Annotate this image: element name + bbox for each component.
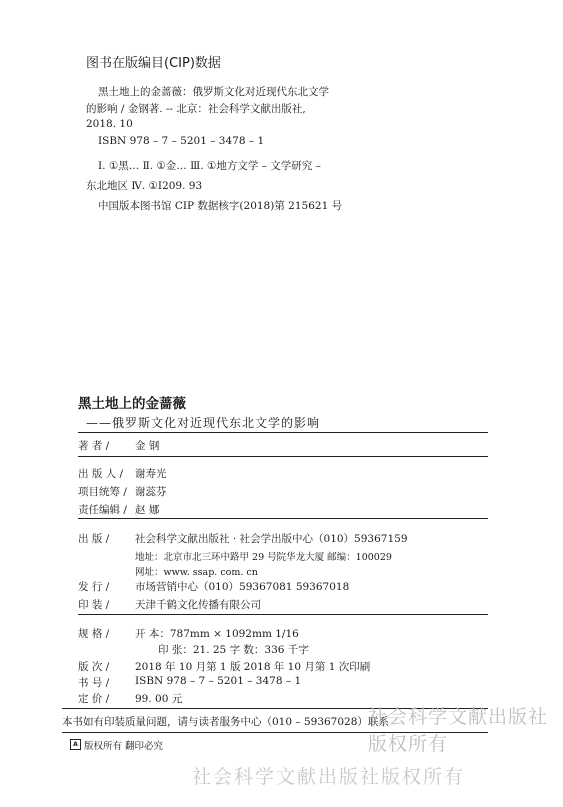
title-rule <box>78 432 488 433</box>
author-label: 著 者 / <box>78 440 110 452</box>
publisher-website: 网址：www. ssap. com. cn <box>135 567 258 578</box>
author-rule <box>78 456 488 457</box>
cip-library-number: 中国版本图书馆 CIP 数据核字(2018)第 215621 号 <box>98 200 343 212</box>
author-name: 金 钢 <box>135 440 160 452</box>
editor-name: 赵 娜 <box>135 504 160 516</box>
isbn-label: 书 号 / <box>78 677 110 689</box>
editor-label: 责任编辑 / <box>78 504 127 516</box>
publisher-address: 地址：北京市北三环中路甲 29 号院华龙大厦 邮编：100029 <box>135 552 392 563</box>
cip-line-1: 黑土地上的金蔷薇：俄罗斯文化对近现代东北文学 <box>98 86 329 98</box>
publisher-value: 社会科学文献出版社 · 社会学出版中心（010）59367159 <box>135 533 408 545</box>
publisher-person-label: 出 版 人 / <box>78 468 124 480</box>
isbn-value: ISBN 978 – 7 – 5201 – 3478 – 1 <box>135 675 302 687</box>
watermark-right: 社会科学文献出版社版权所有 <box>368 706 549 755</box>
cip-classification-2: 东北地区 Ⅳ. ①I209. 93 <box>86 180 203 192</box>
cip-line-2: 的影响 / 金钢著. -- 北京：社会科学文献出版社, <box>86 103 306 115</box>
book-subtitle: ——俄罗斯文化对近现代东北文学的影响 <box>86 416 321 430</box>
book-title: 黑土地上的金蔷薇 <box>78 396 186 412</box>
info-rule <box>78 614 488 615</box>
watermark-bottom: 社会科学文献出版社版权所有 <box>192 766 466 788</box>
price-value: 99. 00 元 <box>135 693 183 705</box>
edition-value: 2018 年 10 月第 1 版 2018 年 10 月第 1 次印刷 <box>135 661 371 673</box>
edition-label: 版 次 / <box>78 661 110 673</box>
cip-isbn: ISBN 978 – 7 – 5201 – 3478 – 1 <box>98 135 265 147</box>
publisher-label: 出 版 / <box>78 533 110 545</box>
spec-label: 规 格 / <box>78 628 110 640</box>
distribution-value: 市场营销中心（010）59367081 59367018 <box>135 581 350 593</box>
cip-classification-1: Ⅰ. ①黑… Ⅱ. ①金… Ⅲ. ①地方文学 – 文学研究 – <box>98 160 321 172</box>
printing-label: 印 装 / <box>78 599 110 611</box>
publisher-person-name: 谢寿光 <box>135 468 167 480</box>
printing-value: 天津千鹤文化传播有限公司 <box>135 599 261 611</box>
coordinator-label: 项目统筹 / <box>78 486 127 498</box>
distribution-label: 发 行 / <box>78 581 110 593</box>
quality-notice: 本书如有印装质量问题，请与读者服务中心（010 – 59367028）联系 <box>62 716 389 728</box>
publisher-logo-icon: A <box>70 739 81 750</box>
coordinator-name: 谢蕊芬 <box>135 486 167 498</box>
credits-rule <box>78 518 488 519</box>
rights-notice: 版权所有 翻印必究 <box>84 741 164 752</box>
cip-heading: 图书在版编目(CIP)数据 <box>86 56 221 71</box>
price-label: 定 价 / <box>78 693 110 705</box>
spec-sheets-words: 印 张：21. 25 字 数：336 千字 <box>158 644 309 656</box>
cip-line-3: 2018. 10 <box>86 118 133 130</box>
spec-format: 开 本：787mm × 1092mm 1/16 <box>135 628 299 640</box>
